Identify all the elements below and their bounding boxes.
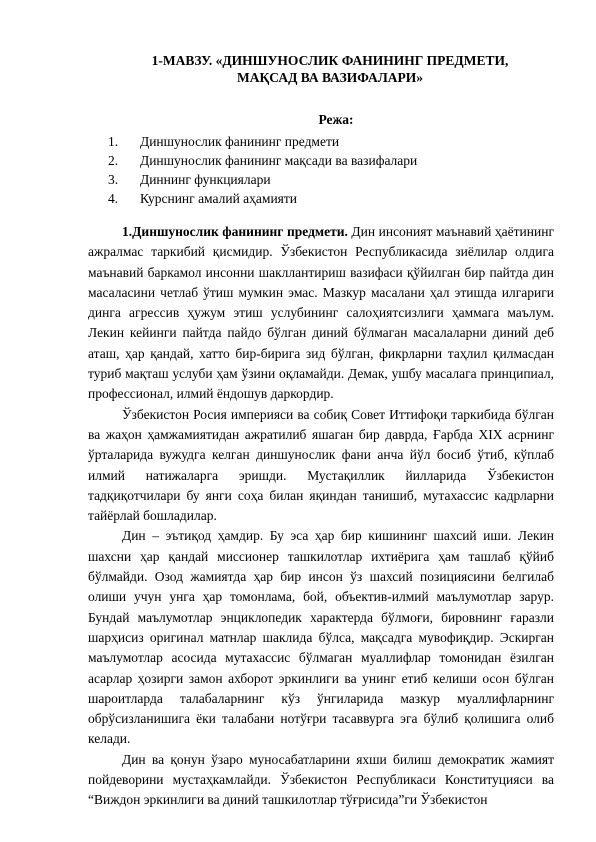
- title-line-1: 1-МАВЗУ. «ДИНШУНОСЛИК ФАНИНИНГ ПРЕДМЕТИ,: [151, 53, 509, 68]
- lecture-title: [120, 52, 540, 86]
- plan-item-number: 4.: [108, 191, 119, 206]
- paragraph: [88, 750, 554, 811]
- plan-item-text: Диншунослик фанининг мақсади ва вазифалари: [140, 153, 418, 168]
- paragraph: [88, 222, 554, 405]
- plan-item: [108, 170, 417, 189]
- plan-item: [108, 151, 417, 170]
- plan-item-number: 2.: [108, 153, 119, 168]
- plan-item: [108, 189, 417, 208]
- body-text: [88, 222, 554, 811]
- plan-item: [108, 132, 417, 151]
- paragraph-text: Дин ва қонун ўзаро муносабатларини яхши билиш демократик жамият пойдеворини мустаҳкамлайди. Ўзбекистон Республикаси Конституцияси ва “Виждон эркинлиги ва диний ташкилотлар тўғрисида”ги Ўзбекистон: [88, 751, 554, 808]
- paragraph: [88, 405, 554, 527]
- title-line-2: МАҚСАД ВА ВАЗИФАЛАРИ»: [236, 70, 424, 85]
- plan-item-number: 1.: [108, 134, 119, 149]
- plan-list: [108, 132, 417, 208]
- plan-heading: Режа:: [318, 112, 354, 127]
- paragraph: [88, 526, 554, 749]
- section-heading: 1.Диншунослик фанининг предмети.: [122, 224, 348, 239]
- paragraph-text: Дин инсоният маънавий ҳаётининг ажралмас таркибий қисмидир. Ўзбекистон Республикасида зиёлилар олдига маънавий баркамол инсонни шакллантириш вазифаси қўйилган бир пайтда дин масаласини четлаб ўтиш мумкин эмас. Мазкур масалани ҳал этишда илгариги динга агрессив ҳужум этиш услубининг салоҳиятсизлиги ҳаммага маълум. Лекин кейинги пайтда пайдо бўлган диний бўлмаган масалаларни диний деб аташ, ҳар қандай, хатто бир-бирига зид бўлган, фикрларни таҳлил қилмасдан туриб мақташ услуби ҳам ўзини оқламайди. Демак, ушбу масалага принципиал, профессионал, илмий ёндошув даркордир.: [88, 224, 554, 402]
- plan-item-number: 3.: [108, 172, 119, 187]
- plan-item-text: Диншунослик фанининг предмети: [140, 134, 340, 149]
- plan-item-text: Курснинг амалий аҳамияти: [140, 191, 298, 206]
- plan-item-text: Диннинг функциялари: [140, 172, 271, 187]
- plan-heading-row: [0, 112, 596, 128]
- paragraph-text: Дин – эътиқод ҳамдир. Бу эса ҳар бир кишининг шахсий иши. Лекин шахсни ҳар қандай миссионер ташкилотлар ихтиёрига ҳам ташлаб қўйиб бўлмайди. Озод жамиятда ҳар бир инсон ўз шахсий позициясини белгилаб олиши учун унга ҳар томонлама, бой, объектив-илмий маълумотлар зарур. Бундай маълумотлар энциклопедик характерда бўлмоғи, бировнинг ғаразли шарҳисиз оригинал матнлар шаклида бўлса, мақсадга мувофиқдир. Эскирган маълумотлар асосида мутахассис бўлмаган муаллифлар томонидан ёзилган асарлар ҳозирги замон ахборот эркинлиги ва унинг етиб келиши осон бўлган шароитларда талабаларнинг кўз ўнгиларида мазкур муаллифларнинг обрўсизланишига ёки талабани нотўғри тасаввурга эга бўлиб қолишига олиб келади.: [88, 528, 554, 747]
- paragraph-text: Ўзбекистон Росия империяси ва собиқ Совет Иттифоқи таркибида бўлган ва жаҳон ҳамжамиятидан ажратилиб яшаган бир даврда, Ғарбда XIX асрнинг ўрталарида вужудга келган диншунослик фани анча йўл босиб ўтиб, кўплаб илмий натижаларга эришди. Мустақиллик йилларида Ўзбекистон тадқиқотчилари бу янги соҳа билан яқиндан танишиб, мутахассис кадрларни тайёрлай бошладилар.: [88, 406, 554, 524]
